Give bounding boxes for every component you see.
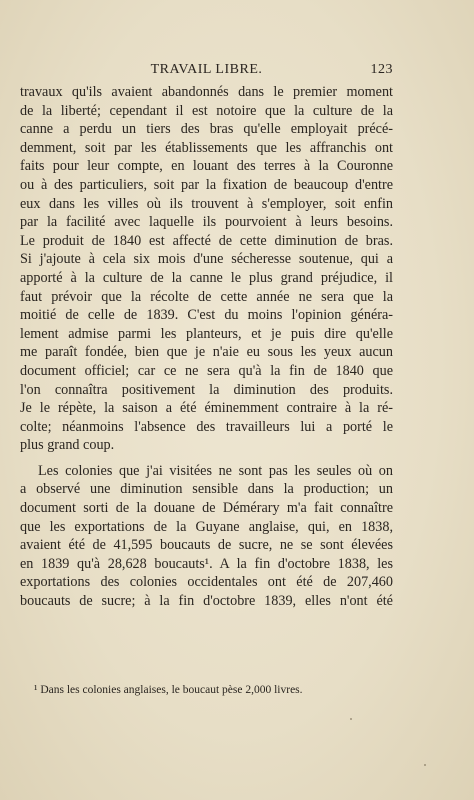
- text-line: canne a perdu un tiers des bras qu'elle employait précé-: [20, 121, 393, 138]
- text-line: demment, soit par les établissements que les affranchis ont: [20, 139, 393, 156]
- text-line: eux dans les villes où ils trouvent à s'employer, soit enfin: [20, 195, 393, 212]
- text-line: faits pour leur compte, en louant des terres à la Couronne: [20, 158, 393, 175]
- footnote: ¹ Dans les colonies anglaises, le boucaut pèse 2,000 livres.: [34, 684, 303, 696]
- text-line: l'on connaîtra positivement la diminution des produits.: [20, 381, 393, 398]
- page-number: 123: [370, 62, 393, 77]
- text-line: lement admise parmi les planteurs, et je puis dire qu'elle: [20, 325, 393, 342]
- text-line: exportations des colonies occidentales ont été de 207,460: [20, 574, 393, 591]
- text-line: par la facilité avec laquelle ils pourvoient à leurs besoins.: [20, 214, 393, 231]
- text-line: Les colonies que j'ai visitées ne sont pas les seules où on: [38, 462, 393, 479]
- text-line: en 1839 qu'à 28,628 boucauts¹. A la fin d'octobre 1838, les: [20, 555, 393, 572]
- text-line: Si j'ajoute à cela six mois d'une sécheresse soutenue, qui a: [20, 251, 393, 268]
- paragraph-gap: [20, 455, 393, 462]
- paper-speck: [350, 718, 352, 720]
- text-line: moitié de celle de 1839. C'est du moins l'opinion généra-: [20, 307, 393, 324]
- text-line: me paraît fondée, bien que je n'aie eu sous les yeux aucun: [20, 344, 393, 361]
- text-line: de la liberté; cependant il est notoire que la culture de la: [20, 102, 393, 119]
- page-header: [20, 62, 393, 80]
- text-line: document officiel; car ce ne sera qu'à la fin de 1840 que: [20, 362, 393, 379]
- text-line: ou à des particuliers, soit par la fixation de beaucoup d'entre: [20, 176, 393, 193]
- text-line: colte; néanmoins l'absence des travailleurs lui a porté le: [20, 418, 393, 435]
- text-line: faut prévoir que la récolte de cette année ne sera que la: [20, 288, 393, 305]
- text-line: a observé une diminution sensible dans la production; un: [20, 481, 393, 498]
- text-line: plus grand coup.: [20, 437, 115, 454]
- text-line: avaient été de 41,595 boucauts de sucre, ne se sont élevées: [20, 537, 393, 554]
- text-line: que les exportations de la Guyane anglaise, qui, en 1838,: [20, 518, 393, 535]
- text-line: travaux qu'ils avaient abandonnés dans le premier moment: [20, 84, 393, 100]
- paragraph: [20, 462, 393, 611]
- running-title: TRAVAIL LIBRE.: [150, 62, 263, 77]
- body-text: [20, 83, 393, 611]
- text-line: boucauts de sucre; à la fin d'octobre 1839, elles n'ont été: [20, 593, 393, 610]
- paper-speck: [424, 764, 426, 766]
- paragraph: [20, 83, 393, 455]
- text-line: apporté à la culture de la canne le plus grand préjudice, il: [20, 269, 393, 286]
- text-line: Je le répète, la saison a été éminemment contraire à la ré-: [20, 400, 393, 417]
- text-line: document sorti de la douane de Démérary m'a fait connaître: [20, 500, 393, 517]
- text-line: Le produit de 1840 est affecté de cette diminution de bras.: [20, 232, 393, 249]
